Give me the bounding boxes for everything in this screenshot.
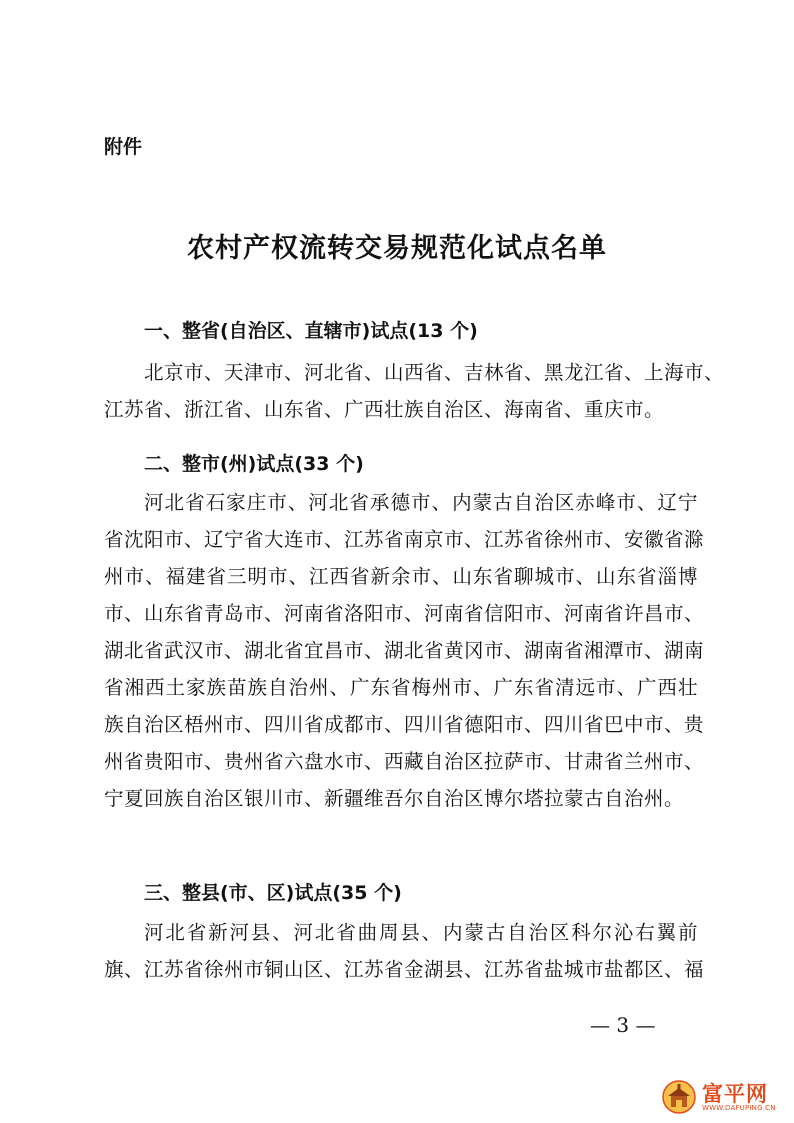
section-heading-3: 三、整县(市、区)试点(35 个) bbox=[144, 882, 402, 904]
section-body-1 bbox=[104, 354, 725, 428]
section-2-line: 州市、福建省三明市、江西省新余市、山东省聊城市、山东省淄博 bbox=[104, 565, 698, 588]
section-1-line: 江苏省、浙江省、山东省、广西壮族自治区、海南省、重庆市。 bbox=[104, 398, 665, 421]
watermark-brand: 富平网 bbox=[702, 1082, 768, 1106]
section-body-2 bbox=[104, 484, 705, 817]
section-2-line: 族自治区梧州市、四川省成都市、四川省德阳市、四川省巴中市、贵 bbox=[104, 713, 705, 736]
section-2-line: 市、山东省青岛市、河南省洛阳市、河南省信阳市、河南省许昌市、 bbox=[104, 602, 705, 625]
attachment-label: 附件 bbox=[104, 136, 143, 158]
document-title: 农村产权流转交易规范化试点名单 bbox=[187, 233, 607, 264]
section-heading-2: 二、整市(州)试点(33 个) bbox=[144, 453, 364, 475]
page-number: — 3 — bbox=[590, 1013, 656, 1037]
section-2-line: 州省贵阳市、贵州省六盘水市、西藏自治区拉萨市、甘肃省兰州市、 bbox=[104, 750, 705, 773]
section-1-line: 北京市、天津市、河北省、山西省、吉林省、黑龙江省、上海市、 bbox=[144, 361, 725, 384]
section-3-line: 河北省新河县、河北省曲周县、内蒙古自治区科尔沁右翼前 bbox=[144, 921, 698, 944]
section-2-line: 宁夏回族自治区银川市、新疆维吾尔自治区博尔塔拉蒙古自治州。 bbox=[104, 787, 685, 810]
section-2-line: 省湘西土家族苗族自治州、广东省梅州市、广东省清远市、广西壮 bbox=[104, 676, 698, 699]
section-heading-1: 一、整省(自治区、直辖市)试点(13 个) bbox=[144, 320, 478, 342]
section-2-line: 河北省石家庄市、河北省承德市、内蒙古自治区赤峰市、辽宁 bbox=[144, 491, 698, 514]
section-3-line: 旗、江苏省徐州市铜山区、江苏省金湖县、江苏省盐城市盐都区、福 bbox=[104, 958, 705, 981]
watermark-logo bbox=[662, 1078, 790, 1118]
section-body-3 bbox=[104, 914, 705, 988]
pagoda-icon bbox=[662, 1080, 696, 1114]
section-2-line: 省沈阳市、辽宁省大连市、江苏省南京市、江苏省徐州市、安徽省滁 bbox=[104, 528, 705, 551]
watermark-url: WWW.DAFUPING.CN bbox=[702, 1104, 776, 1112]
section-2-line: 湖北省武汉市、湖北省宜昌市、湖北省黄冈市、湖南省湘潭市、湖南 bbox=[104, 639, 705, 662]
